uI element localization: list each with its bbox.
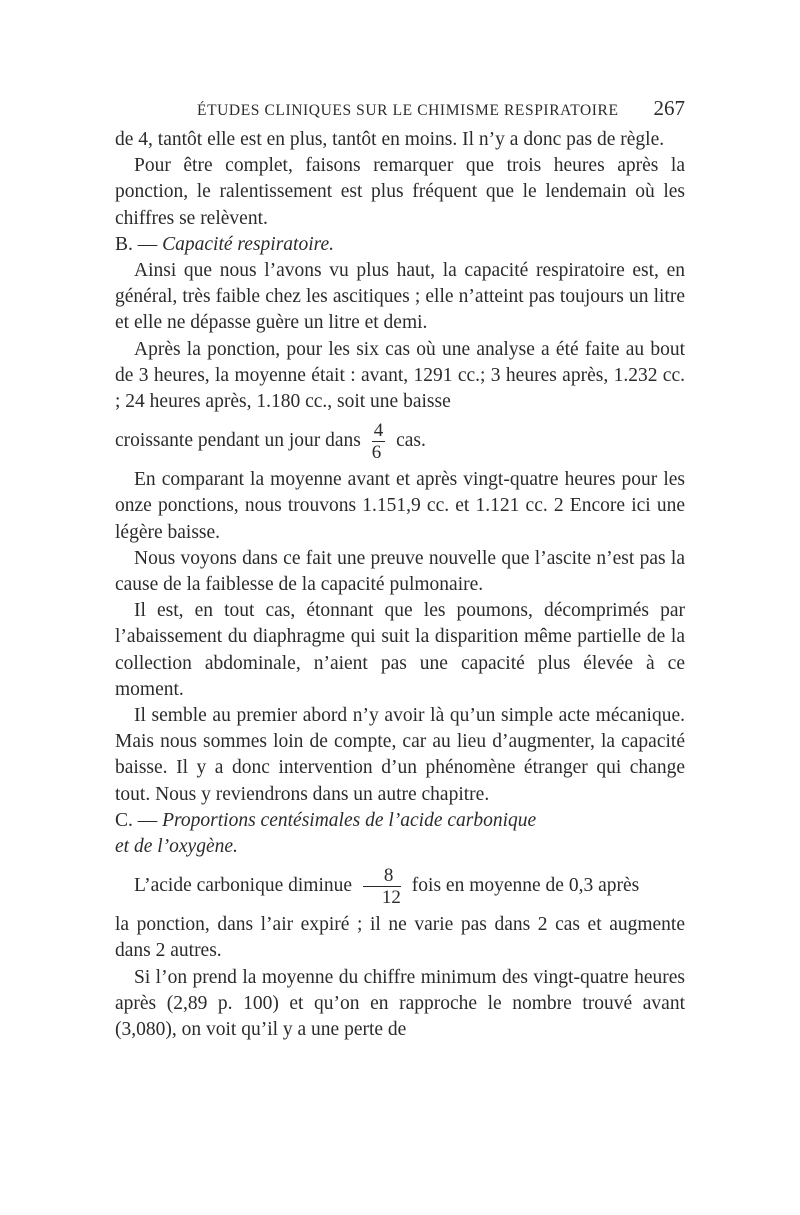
fraction: [363, 866, 401, 907]
paragraph: Il semble au premier abord n’y avoir là qu’un simple acte mécanique. Mais nous sommes loin de compte, car au lieu d’augmenter, la capacité baisse. Il y a donc intervention d’un phénomène étranger qui change tout. Nous y reviendrons dans un autre chapitre.: [115, 705, 685, 805]
paragraph-continued: la ponction, dans l’air expiré ; il ne varie pas dans 2 cas et augmente dans 2 autres.: [115, 914, 685, 962]
text-fragment: cas.: [396, 430, 426, 452]
section-letter: B. —: [115, 233, 158, 255]
paragraph-continued: de 4, tantôt elle est en plus, tantôt en moins. Il n’y a donc pas de règle.: [115, 129, 665, 150]
fraction-numerator: 8: [363, 866, 401, 887]
page-body: [115, 127, 685, 1043]
paragraph: Ainsi que nous l’avons vu plus haut, la capacité respiratoire est, en général, très faible chez les ascitiques ; elle n’atteint pas toujours un litre et elle ne dépasse guère un litre et demi.: [115, 260, 685, 334]
fraction-numerator: 4: [373, 420, 384, 442]
paragraph: Si l’on prend la moyenne du chiffre minimum des vingt-quatre heures après (2,89 p. 100) et qu’on en rapproche le nombre trouvé avant (3,080), on voit qu’il y a une perte de: [115, 966, 685, 1041]
section-title: Capacité respiratoire.: [162, 233, 335, 255]
text-fragment: croissante pendant un jour dans: [115, 430, 361, 452]
paragraph: En comparant la moyenne avant et après vingt-quatre heures pour les onze ponctions, nous trouvons 1.151,9 cc. et 1.121 cc. 2 Encore ici une légère baisse.: [115, 469, 685, 543]
page-number: 267: [653, 96, 685, 120]
paragraph: Pour être complet, faisons remarquer que trois heures après la ponction, le ralentissement est plus fréquent que le lendemain où les chiffres se relèvent.: [115, 155, 685, 229]
fraction-denominator: 6: [371, 442, 382, 464]
section-heading-c-continued: [115, 834, 685, 860]
fraction: [372, 421, 386, 462]
section-letter: C. —: [115, 809, 158, 831]
paragraph-fraction-line: [115, 415, 685, 467]
section-title-line-2: et de l’oxygène.: [115, 836, 238, 858]
paragraph-fraction-line: [115, 860, 685, 912]
section-heading-b: [115, 232, 685, 258]
running-head: ÉTUDES CLINIQUES SUR LE CHIMISME RESPIRATOIRE: [197, 102, 619, 119]
page-header: [115, 96, 685, 121]
text-fragment: fois en moyenne de 0,3 après: [411, 875, 640, 897]
section-title-line-1: Proportions centésimales de l’acide carbonique: [162, 809, 537, 831]
section-heading-c: [115, 808, 685, 834]
paragraph: Nous voyons dans ce fait une preuve nouvelle que l’ascite n’est pas la cause de la faiblesse de la capacité pulmonaire.: [115, 547, 685, 596]
fraction-denominator: 12: [381, 887, 401, 909]
paragraph: Après la ponction, pour les six cas où une analyse a été faite au bout de 3 heures, la moyenne était : avant, 1291 cc.; 3 heures après, 1.232 cc. ; 24 heures après, 1.180 cc., soit une baisse: [115, 338, 685, 413]
paragraph: Il est, en tout cas, étonnant que les poumons, décomprimés par l’abaissement du diaphragme qui suit la disparition même partielle de la collection abdominale, n’aient pas une capacité plus élevée à ce moment.: [115, 600, 685, 700]
text-fragment: L’acide carbonique diminue: [134, 875, 353, 897]
